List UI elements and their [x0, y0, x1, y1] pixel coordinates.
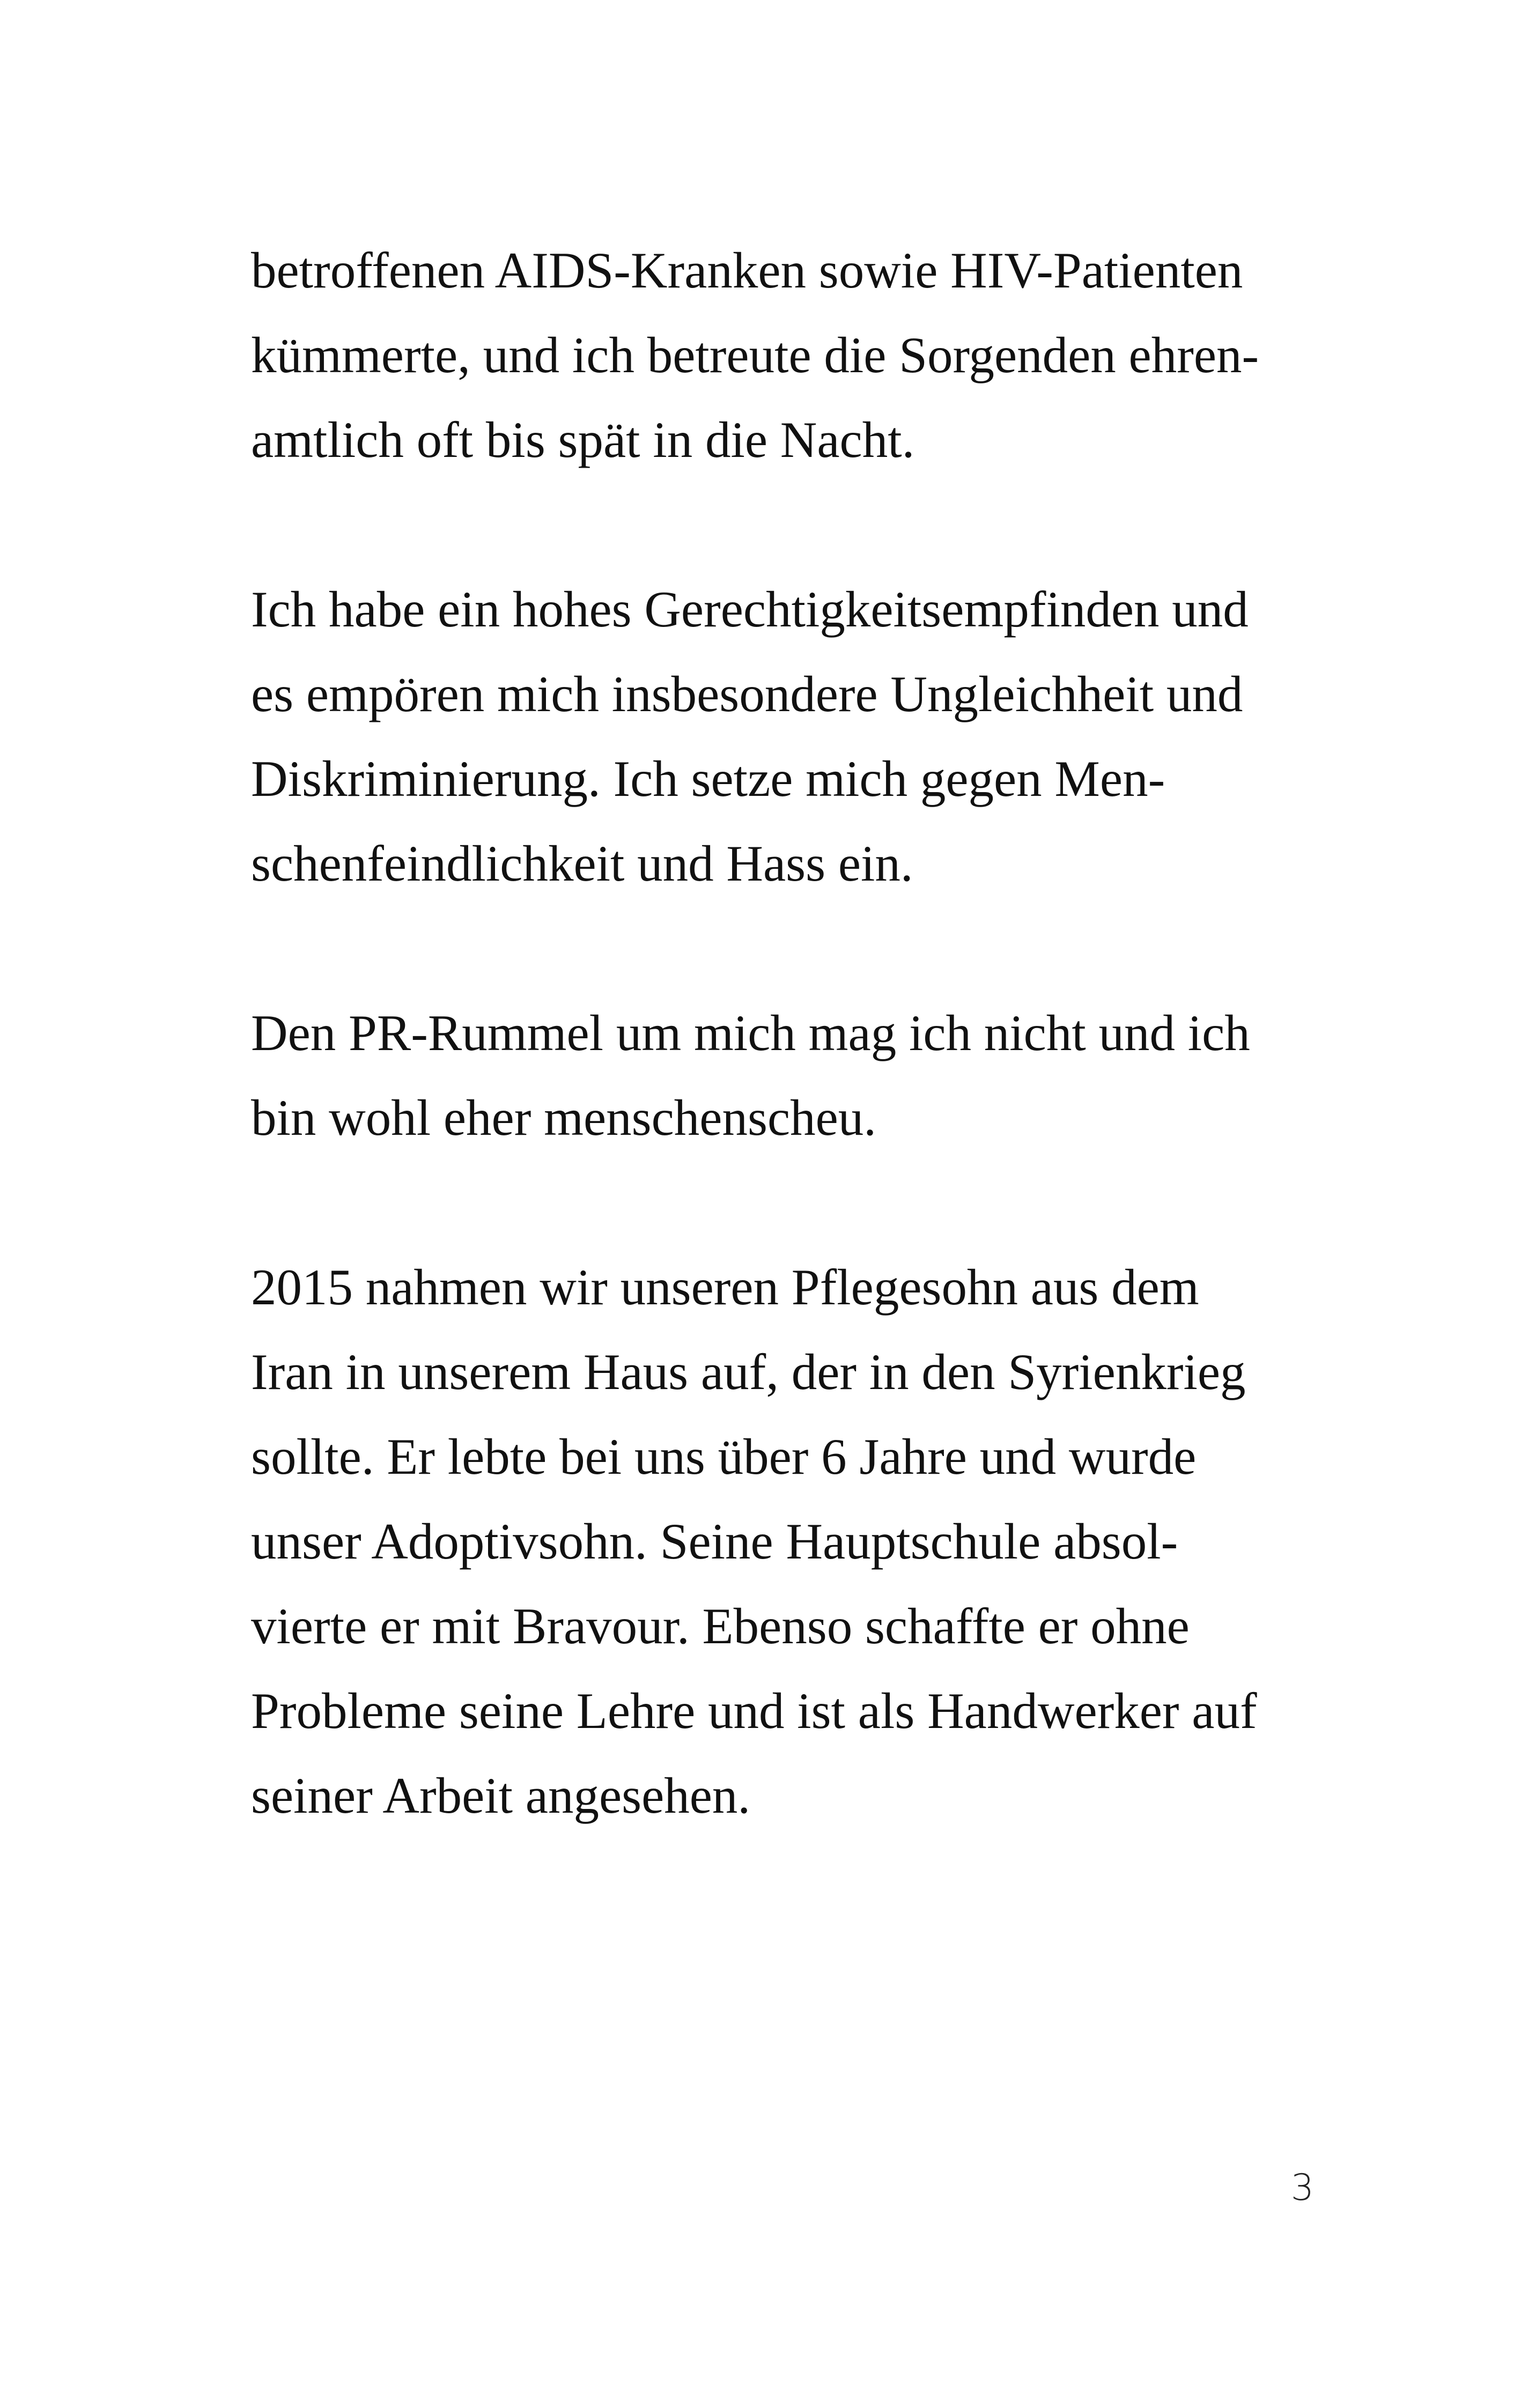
text-line: Probleme seine Lehre und ist als Handwerker auf: [251, 1682, 1257, 1739]
text-line: schenfeindlichkeit und Hass ein.: [251, 835, 913, 892]
body-text: [251, 228, 1334, 1838]
text-line: 2015 nahmen wir unseren Pflegesohn aus dem: [251, 1259, 1199, 1316]
paragraph-3: [251, 991, 1334, 1160]
text-line: bin wohl eher menschenscheu.: [251, 1089, 877, 1146]
paragraph-1: [251, 228, 1334, 482]
text-line: betroffenen AIDS-Kranken sowie HIV-Patienten: [251, 242, 1243, 299]
text-line: amtlich oft bis spät in die Nacht.: [251, 411, 915, 468]
text-line: es empören mich insbesondere Ungleichheit und: [251, 666, 1243, 722]
paragraph-2: [251, 567, 1334, 906]
text-line: vierte er mit Bravour. Ebenso schaffte er ohne: [251, 1598, 1190, 1654]
text-line: kümmerte, und ich betreute die Sorgenden ehren-: [251, 327, 1259, 383]
text-line: sollte. Er lebte bei uns über 6 Jahre und wurde: [251, 1428, 1197, 1485]
text-line: unser Adoptivsohn. Seine Hauptschule absol-: [251, 1513, 1178, 1570]
text-line: Ich habe ein hohes Gerechtigkeitsempfinden und: [251, 581, 1249, 638]
text-line: seiner Arbeit angesehen.: [251, 1767, 751, 1824]
paragraph-4: [251, 1245, 1334, 1838]
page-number: 3: [1290, 2167, 1314, 2209]
text-line: Iran in unserem Haus auf, der in den Syrienkrieg: [251, 1343, 1246, 1400]
text-line: Diskriminierung. Ich setze mich gegen Men-: [251, 750, 1165, 807]
text-line: Den PR-Rummel um mich mag ich nicht und ich: [251, 1004, 1250, 1061]
